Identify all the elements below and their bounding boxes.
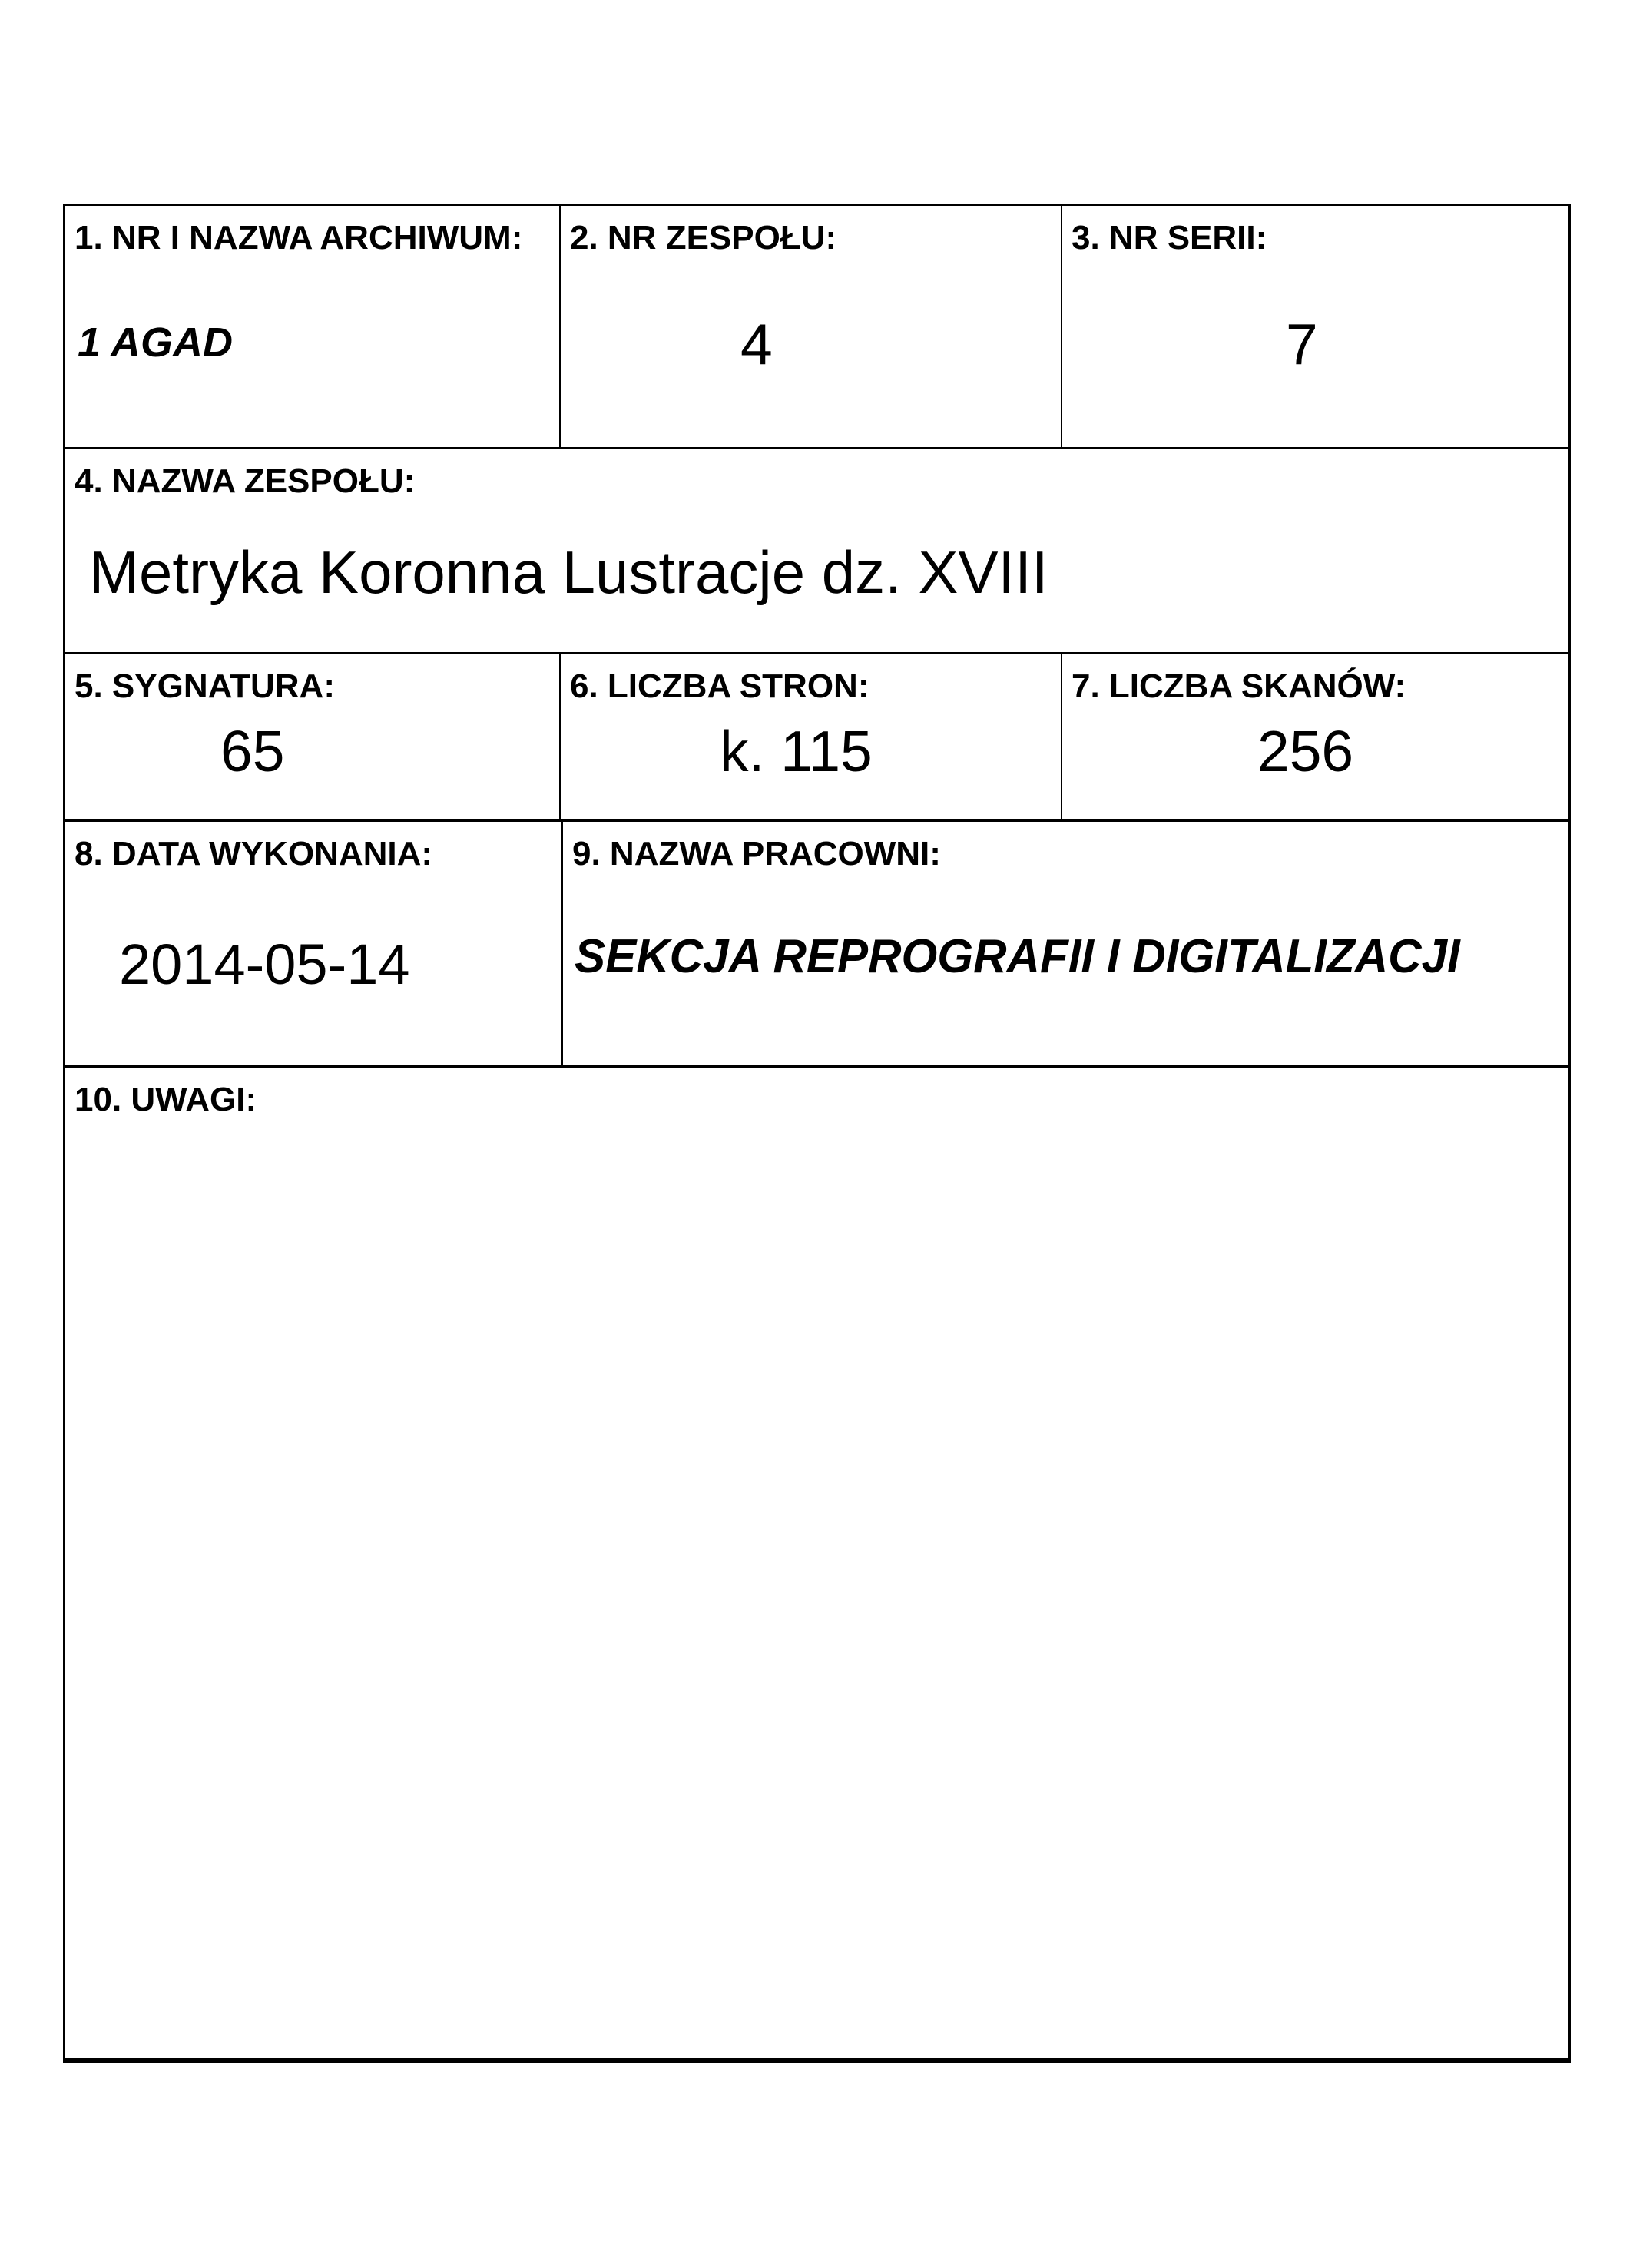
field-signature-value: 65 [220,719,285,783]
row-4 [65,822,1568,1068]
field-fonds-name-cell [65,449,1568,652]
field-archive-cell [65,206,561,447]
field-date-value: 2014-05-14 [119,932,410,996]
field-date-label: 8. DATA WYKONANIA: [75,835,433,872]
field-date-cell [65,822,563,1065]
row-2 [65,449,1568,654]
field-scan-count-value: 256 [1257,719,1354,783]
field-signature-cell [65,654,561,819]
field-page-count-value: k. 115 [720,719,873,783]
field-remarks-label: 10. UWAGI: [75,1081,257,1118]
field-scan-count-label: 7. LICZBA SKANÓW: [1072,667,1406,705]
row-3 [65,654,1568,822]
field-lab-name-cell [563,822,1568,1065]
field-fonds-name-value: Metryka Koronna Lustracje dz. XVIII [89,538,1048,606]
archive-metadata-table [63,204,1571,2063]
field-remarks-cell [65,1068,1568,2058]
field-signature-label: 5. SYGNATURA: [75,667,335,705]
field-scan-count-cell [1062,654,1568,819]
field-series-number-value: 7 [1286,312,1318,376]
field-lab-name-label: 9. NAZWA PRACOWNI: [572,835,941,872]
field-archive-label: 1. NR I NAZWA ARCHIWUM: [75,219,523,257]
field-lab-name-value: SEKCJA REPROGRAFII I DIGITALIZACJI [575,930,1460,983]
field-fonds-name-label: 4. NAZWA ZESPOŁU: [75,462,416,500]
field-fonds-number-cell [561,206,1062,447]
field-series-number-label: 3. NR SERII: [1072,219,1267,257]
row-5 [65,1068,1568,2058]
field-series-number-cell [1062,206,1568,447]
field-fonds-number-label: 2. NR ZESPOŁU: [570,219,837,257]
field-archive-value: 1 AGAD [78,320,234,366]
field-fonds-number-value: 4 [740,312,773,376]
field-page-count-cell [561,654,1062,819]
row-1 [65,206,1568,449]
field-page-count-label: 6. LICZBA STRON: [570,667,869,705]
